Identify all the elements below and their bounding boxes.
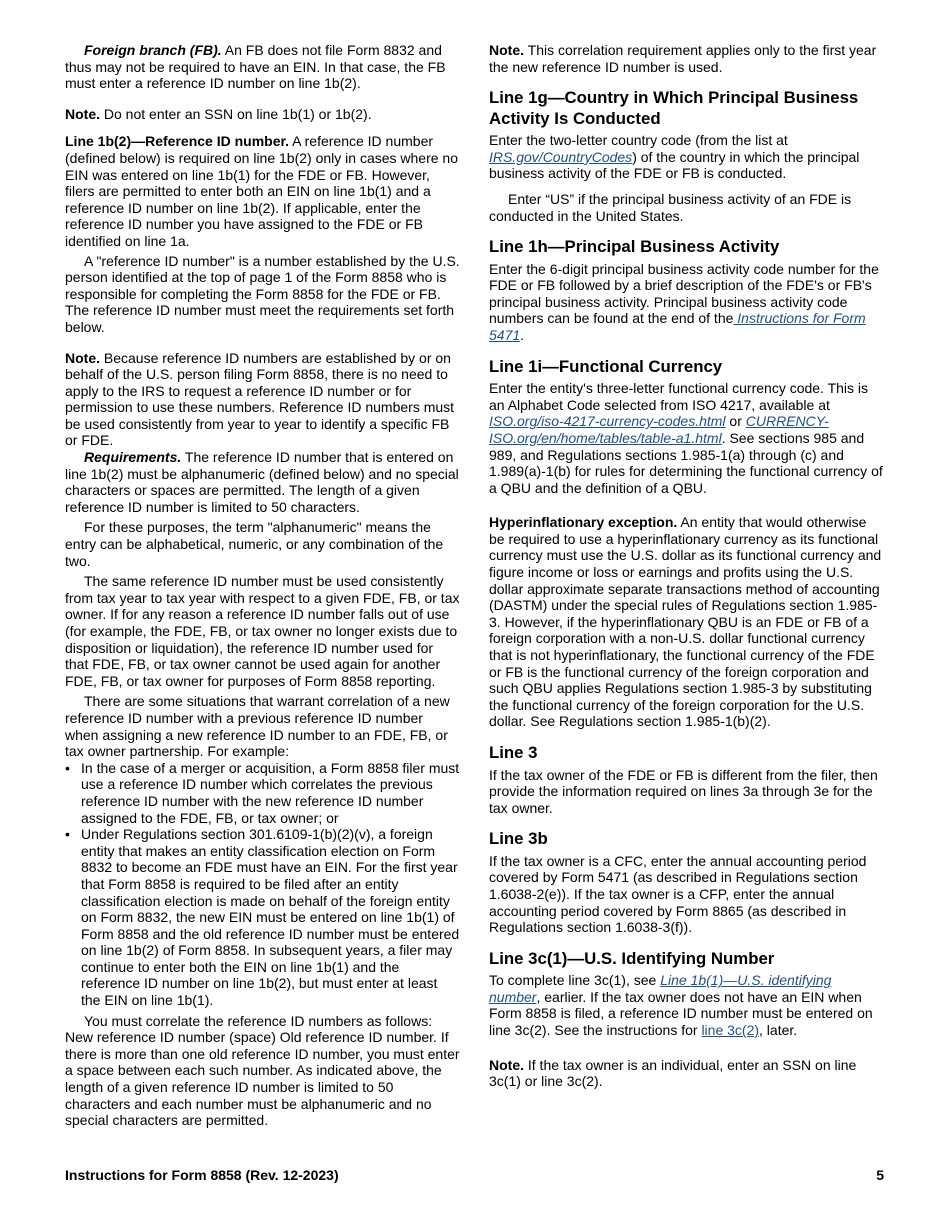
- list-item-text: In the case of a merger or acquisition, a Form 8858 filer must use a reference ID number which correlates the previous reference ID number with the new reference ID number assigned to the FDE, FB, or tax owner; or: [81, 759, 460, 826]
- note-correlation: [489, 42, 884, 75]
- heading-line-3b: Line 3b: [489, 829, 548, 849]
- paragraph-foreign-branch: [65, 42, 460, 92]
- bullet-marker: •: [65, 826, 70, 843]
- footer-title: Instructions for Form 8858 (Rev. 12-2023): [65, 1167, 339, 1183]
- paragraph-correlation: There are some situations that warrant correlation of a new reference ID number with a previous reference ID number when assigning a new reference ID number to an FDE, FB, or tax owner partnership. For example:: [65, 693, 450, 760]
- note-label: Note.: [65, 105, 100, 122]
- link-currency-iso[interactable]: CURRENCY-ISO.org/en/home/tables/table-a1.html: [489, 413, 829, 446]
- paragraph-consistent-use: The same reference ID number must be used consistently from tax year to tax year with respect to a given FDE, FB, or tax owner. If for any reason a reference ID number falls out of use (for example, the FDE, FB, or tax owner no longer exists due to disposition or liquidation), the reference ID number used for that FDE, FB, or tax owner cannot be used again for another FDE, FB, or tax owner for purposes of Form 8858 reporting.: [65, 573, 460, 689]
- list-item-text: Under Regulations section 301.6109-1(b)(2)(v), a foreign entity that makes an entity classification election on Form 8832 to become an FDE must have an EIN. For the first year that Form 8858 is required to be filed after an entity classification election is made on behalf of the foreign entity on Form 8832, the new EIN must be entered on line 1b(1) of Form 8858 and the old reference ID number must be entered on line 1b(2) of Form 8858. In subsequent years, a filer may continue to enter both the EIN on line 1b(1) and the reference ID number on line 1b(2), but must enter at least the EIN on line 1b(1).: [81, 826, 460, 1009]
- run-in-heading: Hyperinflationary exception.: [489, 514, 678, 531]
- run-in-heading: Line 1b(2)—Reference ID number.: [65, 133, 290, 150]
- paragraph-1h: [489, 261, 884, 344]
- note-ssn: [65, 106, 460, 123]
- list-item: [65, 826, 460, 1009]
- paragraph-text: Enter the 6-digit principal business activity code number for the FDE or FB followed by a brief description of the FDE's or FB's principal business activity. Principal business activity code numbers can be found at the end of the: [489, 260, 879, 327]
- heading-line-3c1: Line 3c(1)—U.S. Identifying Number: [489, 948, 775, 968]
- note-text: Do not enter an SSN on line 1b(1) or 1b(2).: [100, 105, 372, 122]
- paragraph-text: An entity that would otherwise be required to use a hyperinflationary currency as its functional currency must use the U.S. dollar as its functional currency and figure income or loss or earnings and profits using the U.S. dollar approximate separate transactions method of accounting (DASTM) under the special rules of Regulations section 1.985-3. However, if the hyperinflationary QBU is an FDE or FB of a foreign corporation with a non-U.S. dollar functional currency that is not hyperinflationary, the functional currency of the FDE or FB is the functional currency of the foreign corporation and such QBU applies Regulations section 1.985-3 by substituting the functional currency of the foreign corporation for the U.S. dollar. See Regulations section 1.985-1(b)(2).: [489, 514, 882, 730]
- run-in-heading: Foreign branch (FB).: [84, 42, 222, 58]
- paragraph-3: If the tax owner of the FDE or FB is different from the filer, then provide the information required on lines 3a through 3e for the tax owner.: [489, 766, 878, 816]
- paragraph-text: or: [725, 413, 746, 430]
- paragraph-reference-id: [65, 133, 460, 249]
- bullet-marker: •: [65, 759, 70, 776]
- paragraph-text: A reference ID number (defined below) is required on line 1b(2) only in cases where no EIN was entered on line 1b(1) for the FDE or FB. However, filers are permitted to enter both an EIN on line 1b(1) and a reference ID number on line 1b(2). If applicable, enter the reference ID number you have assigned to the FDE or FB identified on line 1a.: [65, 133, 458, 249]
- note-label: Note.: [489, 1056, 524, 1073]
- paragraph-3c1: [489, 972, 884, 1038]
- link-country-codes[interactable]: IRS.gov/CountryCodes: [489, 148, 633, 165]
- run-in-heading: Requirements.: [84, 449, 182, 466]
- link-instructions-form-5471[interactable]: Instructions for Form 5471: [489, 310, 866, 344]
- note-individual-ssn: [489, 1057, 884, 1090]
- heading-line-1h: Line 1h—Principal Business Activity: [489, 237, 780, 257]
- paragraph-requirements: [65, 449, 460, 515]
- paragraph-reference-id-definition: A "reference ID number" is a number established by the U.S. person identified at the top of page 1 of the Form 8858 who is responsible for completing the Form 8858 for the FDE or FB. The reference ID number must meet the requirements set forth below.: [65, 252, 460, 335]
- paragraph-alphanumeric: For these purposes, the term "alphanumeric" means the entry can be alphabetical, numeric, or any combination of the two.: [65, 519, 444, 569]
- list-item: [65, 760, 460, 826]
- paragraph-text: An FB does not file Form 8832 and thus may not be required to have an EIN. In that case, the FB must enter a reference ID number on line 1b(2).: [65, 42, 446, 92]
- note-text: If the tax owner is an individual, enter an SSN on line 3c(1) or line 3c(2).: [489, 1056, 857, 1090]
- paragraph-text: , earlier. If the tax owner does not have an EIN when Form 8858 is filed, a reference ID number must be entered on line 3c(2). See the instructions for: [489, 988, 873, 1039]
- paragraph-text: To complete line 3c(1), see: [489, 972, 661, 989]
- paragraph-3b: If the tax owner is a CFC, enter the annual accounting period covered by Form 5471 (as described in Regulations section 1.6038-2(e)). If the tax owner is a CFP, enter the annual accounting period covered by Form 8865 (as described in Regulations section 1.6038-3(f)).: [489, 852, 867, 936]
- right-column: [489, 42, 884, 1090]
- paragraph-hyperinflationary: [489, 514, 884, 730]
- link-line-1b1[interactable]: Line 1b(1)—U.S. identifying number: [489, 972, 832, 1005]
- heading-line-3: Line 3: [489, 743, 538, 762]
- note-reference-id: [65, 350, 460, 450]
- link-line-3c2[interactable]: line 3c(2): [701, 1022, 760, 1039]
- note-label: Note.: [489, 42, 524, 58]
- paragraph-text: .: [520, 327, 525, 344]
- paragraph-1g-us: Enter “US” if the principal business activity of an FDE is conducted in the United States.: [489, 190, 852, 224]
- paragraph-1g: [489, 132, 884, 182]
- link-iso-4217[interactable]: ISO.org/iso-4217-currency-codes.html: [489, 413, 726, 430]
- paragraph-text: Enter the two-letter country code (from the list at: [489, 132, 788, 149]
- paragraph-1i: [489, 380, 884, 496]
- left-column: [65, 42, 460, 1129]
- paragraph-text: The reference ID number that is entered on line 1b(2) must be alphanumeric (defined below) and no special characters or spaces are permitted. The length of a given reference ID number is limited to 50 characters.: [65, 449, 459, 515]
- paragraph-text: Enter the entity's three-letter functional currency code. This is an Alphabet Code selected from ISO 4217, available at: [489, 380, 869, 413]
- paragraph-text: . See sections 985 and 989, and Regulations sections 1.985-1(a) through (c) and 1.989(a)-1(b) for rules for determining the functional currency of a QBU and the definition of a QBU.: [489, 429, 883, 496]
- paragraph-text: , later.: [759, 1022, 798, 1039]
- heading-line-1g: Line 1g—Country in Which Principal Business Activity Is Conducted: [489, 88, 859, 128]
- note-text: Because reference ID numbers are established by or on behalf of the U.S. person filing Form 8858, there is no need to apply to the IRS to request a reference ID number or for permission to use these numbers. Reference ID numbers must be used consistently from year to year to identify a specific FB or FDE.: [65, 349, 455, 449]
- paragraph-correlate-format: You must correlate the reference ID numbers as follows: New reference ID number (space) Old reference ID number. If there is more than one old reference ID number, you must enter a space between each such number. As indicated above, the length of a given reference ID number is limited to 50 characters and each number must be alphanumeric and no special characters are permitted.: [65, 1012, 460, 1129]
- paragraph-text: ) of the country in which the principal business activity of the FDE or FB is conducted.: [489, 148, 860, 182]
- page-number: 5: [876, 1167, 884, 1183]
- note-label: Note.: [65, 349, 100, 366]
- heading-line-1i: Line 1i—Functional Currency: [489, 356, 723, 376]
- note-text: This correlation requirement applies only to the first year the new reference ID number is used.: [489, 42, 877, 75]
